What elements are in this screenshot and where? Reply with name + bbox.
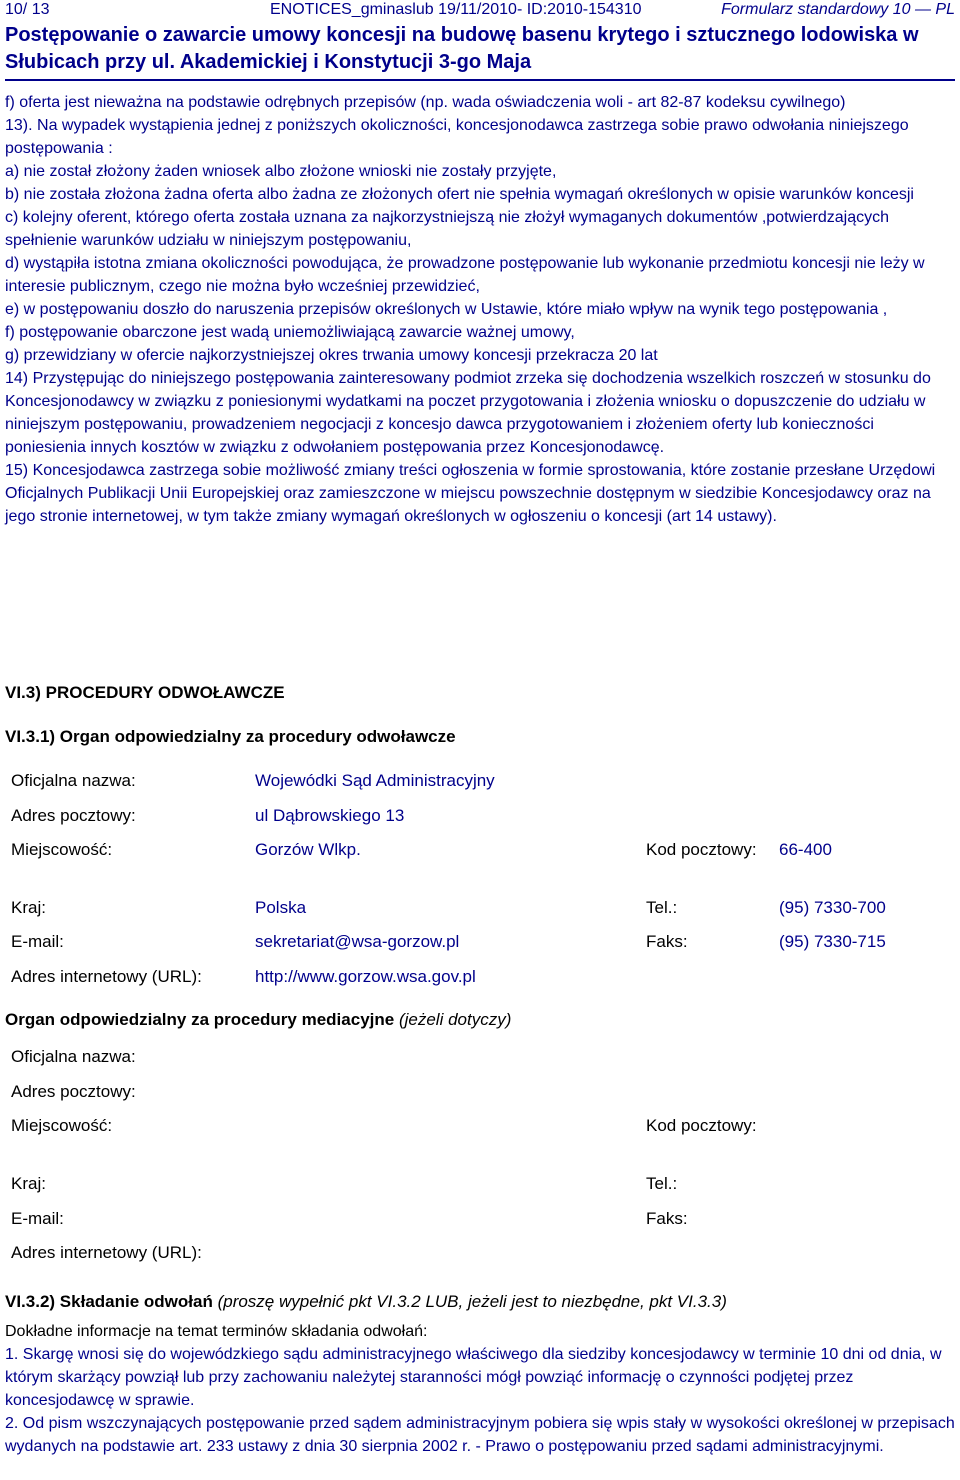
details-item-1: 1. Skargę wnosi się do wojewódzkiego sądu administracyjnego właściwego dla siedziby koncesjodawcy w terminie 10 dni od dnia, w którym skarżący powziął lub przy zachowaniu należytej staranności mógł powziąć informację o czynności podjętej przez koncesjodawcę w sprawie. [5, 1346, 942, 1409]
invalid-offer-clause: f) oferta jest nieważna na podstawie odrębnych przepisów (np. wada oświadczenia woli - art 82-87 kodeksu cywilnego) [5, 94, 846, 111]
value-email: sekretariat@wsa-gorzow.pl [255, 932, 460, 951]
section-heading-vi32 [5, 1290, 727, 1313]
mediation-label-postcode: Kod pocztowy: [646, 1116, 757, 1135]
clause-14: 14) Przystępując do niniejszego postępowania zainteresowany podmiot zrzeka się dochodzenia wszelkich roszczeń w stosunku do Koncesjonodawcy w związku z poniesionymi wydatkami na poczet przygotowania i złożenia wniosku o dopuszczenie do udziału w niniejszym postępowaniu, prowadzeniem negocjacji z koncesjo dawca przygotowaniem i złożeniem oferty lub konieczności poniesienia innych kosztów w związku z odwołaniem postępowania przez Koncesjonodawcę. [5, 370, 931, 456]
value-country: Polska [255, 898, 307, 917]
label-address: Adres pocztowy: [11, 806, 136, 825]
mediation-heading-text: Organ odpowiedzialny za procedury mediacyjne [5, 1010, 395, 1029]
section-heading-vi31: VI.3.1) Organ odpowiedzialny za procedury odwoławcze [5, 727, 456, 746]
mediation-heading-note: (jeżeli dotyczy) [398, 1010, 512, 1029]
form-name: Formularz standardowy 10 — PL [721, 1, 955, 18]
clause-a: a) nie został złożony żaden wniosek albo złożone wnioski nie zostały przyjęte, [5, 163, 557, 180]
page-number: 10/ 13 [5, 1, 50, 18]
mediation-label-city: Miejscowość: [11, 1116, 113, 1135]
document-id: ENOTICES_gminaslub 19/11/2010- ID:2010-154310 [270, 1, 642, 18]
clause-d: d) wystąpiła istotna zmiana okoliczności powodująca, że prowadzone postępowanie lub wykonanie przedmiotu koncesji nie leży w interesie publicznym, czego nie można było wcześniej przewidzieć, [5, 255, 925, 295]
mediation-label-fax: Faks: [646, 1209, 688, 1228]
label-fax: Faks: [646, 932, 688, 951]
title-divider [5, 79, 955, 81]
mediation-label-name: Oficjalna nazwa: [11, 1047, 136, 1066]
clause-f: f) postępowanie obarczone jest wadą uniemożliwiającą zawarcie ważnej umowy, [5, 324, 575, 341]
running-header [5, 0, 955, 19]
mediation-label-country: Kraj: [11, 1174, 46, 1193]
clause-b: b) nie została złożona żadna oferta albo żadna ze złożonych ofert nie spełnia wymagań określonych w opisie warunków koncesji [5, 186, 914, 203]
label-country: Kraj: [11, 898, 46, 917]
document-title: Postępowanie o zawarcie umowy koncesji na budowę basenu krytego i sztucznego lodowiska w Słubicach przy ul. Akademickiej i Konstytucji 3-go Maja [5, 24, 919, 73]
value-tel: (95) 7330-700 [779, 898, 886, 917]
value-fax: (95) 7330-715 [779, 932, 886, 951]
details-label: Dokładne informacje na temat terminów składania odwołań: [5, 1323, 428, 1340]
details-item-2: 2. Od pism wszczynających postępowanie przed sądem administracyjnym pobiera się wpis stały w wysokości określonej w przepisach wydanych na podstawie art. 233 ustawy z dnia 30 sierpnia 2002 r. - Prawo o postępowaniu przed sądami administracyjnymi. [5, 1415, 955, 1455]
clause-g: g) przewidziany w ofercie najkorzystniejszej okres trwania umowy koncesji przekracza 20 lat [5, 347, 658, 364]
value-official-name: Wojewódki Sąd Administracyjny [255, 771, 495, 790]
label-official-name: Oficjalna nazwa: [11, 771, 136, 790]
label-email: E-mail: [11, 932, 64, 951]
mediation-label-tel: Tel.: [646, 1174, 678, 1193]
label-city: Miejscowość: [11, 840, 113, 859]
label-url: Adres internetowy (URL): [11, 967, 202, 986]
label-postcode: Kod pocztowy: [646, 840, 757, 859]
field-row-city [11, 838, 955, 886]
clause-e: e) w postępowaniu doszło do naruszenia przepisów określonych w Ustawie, które miało wpływ na wynik tego postępowania , [5, 301, 888, 318]
appeal-details [5, 1320, 955, 1458]
label-tel: Tel.: [646, 898, 678, 917]
value-postcode: 66-400 [779, 840, 832, 859]
section-vi32-note: (proszę wypełnić pkt VI.3.2 LUB, jeżeli jest to niezbędne, pkt VI.3.3) [217, 1292, 727, 1311]
clause-c: c) kolejny oferent, którego oferta została uznana za najkorzystniejszą nie złożył wymaganych dokumentów ,potwierdzających spełnienie warunków udziału w niniejszym postępowaniu, [5, 209, 889, 249]
mediation-label-url: Adres internetowy (URL): [11, 1243, 202, 1262]
clause-15: 15) Koncesjodawca zastrzega sobie możliwość zmiany treści ogłoszenia w formie sprostowania, które zostanie przesłane Urzędowi Oficjalnych Publikacji Unii Europejskiej oraz zamieszczone w miejscu powszechnie dostępnym w siedzibie Koncesjodawcy oraz na jego stronie internetowej, w tym także zmiany wymagań określonych w ogłoszeniu o koncesji (art 14 ustawy). [5, 462, 936, 525]
mediation-label-address: Adres pocztowy: [11, 1082, 136, 1101]
mediation-heading [5, 1008, 511, 1031]
value-url: http://www.gorzow.wsa.gov.pl [255, 967, 476, 986]
mediation-label-email: E-mail: [11, 1209, 64, 1228]
section-vi32-text: VI.3.2) Składanie odwołań [5, 1292, 213, 1311]
section-heading-vi3: VI.3) PROCEDURY ODWOŁAWCZE [5, 683, 285, 702]
value-address: ul Dąbrowskiego 13 [255, 806, 405, 825]
cancellation-intro: 13). Na wypadek wystąpienia jednej z poniższych okoliczności, koncesjonodawca zastrzega sobie prawo odwołania niniejszego postępowania : [5, 117, 909, 157]
value-city: Gorzów Wlkp. [255, 840, 361, 859]
mediation-row-city [11, 1114, 955, 1162]
body-text [5, 91, 955, 528]
